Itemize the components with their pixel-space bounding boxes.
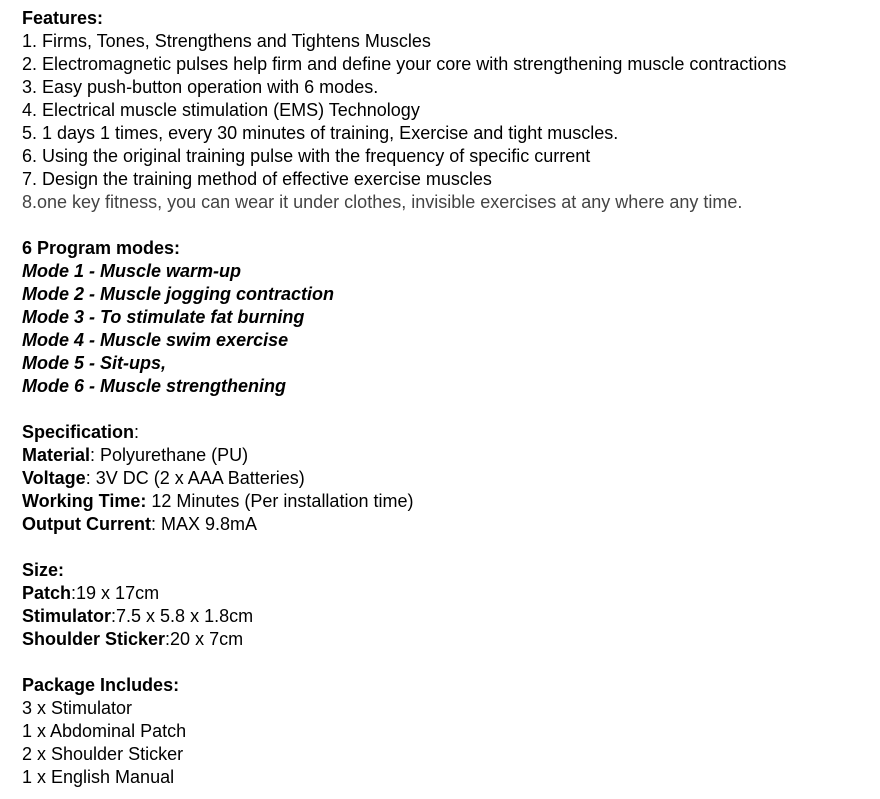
spec-label: Material	[22, 445, 91, 465]
size-value: :7.5 x 5.8 x 1.8cm	[111, 606, 254, 626]
size-shoulder-sticker	[22, 628, 878, 651]
spec-voltage	[22, 467, 878, 490]
package-item: 1 x English Manual	[22, 767, 175, 787]
specification-heading-line	[22, 421, 878, 444]
size-patch	[22, 582, 878, 605]
package-item: 1 x Abdominal Patch	[22, 721, 187, 741]
size-label: Shoulder Sticker	[22, 629, 166, 649]
spec-value: 12 Minutes (Per installation time)	[146, 491, 414, 511]
size-label: Stimulator	[22, 606, 112, 626]
spec-working-time	[22, 490, 878, 513]
spec-output-current	[22, 513, 878, 536]
feature-item: 8.one key fitness, you can wear it under clothes, invisible exercises at any where any time.	[22, 192, 743, 212]
spacer	[22, 398, 878, 421]
feature-item: 4. Electrical muscle stimulation (EMS) Technology	[22, 100, 420, 120]
spec-label: Voltage	[22, 468, 86, 488]
feature-item: 7. Design the training method of effective exercise muscles	[22, 169, 492, 189]
mode-item: Mode 5 - Sit-ups,	[22, 353, 166, 373]
mode-item: Mode 1 - Muscle warm-up	[22, 261, 242, 281]
spec-value: : MAX 9.8mA	[150, 514, 258, 534]
size-heading: Size:	[22, 560, 65, 580]
feature-item: 6. Using the original training pulse with the frequency of specific current	[22, 146, 591, 166]
product-description	[22, 7, 878, 789]
specification-heading-suffix: :	[134, 422, 140, 442]
specification-heading: Specification	[22, 422, 135, 442]
size-stimulator	[22, 605, 878, 628]
spec-value: : 3V DC (2 x AAA Batteries)	[85, 468, 305, 488]
features-heading: Features:	[22, 8, 104, 28]
mode-item: Mode 2 - Muscle jogging contraction	[22, 284, 335, 304]
mode-item: Mode 6 - Muscle strengthening	[22, 376, 287, 396]
spacer	[22, 651, 878, 674]
feature-item: 5. 1 days 1 times, every 30 minutes of training, Exercise and tight muscles.	[22, 123, 619, 143]
spacer	[22, 536, 878, 559]
mode-item: Mode 3 - To stimulate fat burning	[22, 307, 305, 327]
spec-material	[22, 444, 878, 467]
feature-item: 2. Electromagnetic pulses help firm and define your core with strengthening muscle contractions	[22, 54, 787, 74]
size-value: :20 x 7cm	[165, 629, 244, 649]
spec-label: Working Time:	[22, 491, 147, 511]
modes-heading: 6 Program modes:	[22, 238, 181, 258]
size-label: Patch	[22, 583, 72, 603]
spec-value: : Polyurethane (PU)	[90, 445, 249, 465]
feature-item: 1. Firms, Tones, Strengthens and Tightens Muscles	[22, 31, 431, 51]
feature-item: 3. Easy push-button operation with 6 modes.	[22, 77, 379, 97]
package-item: 3 x Stimulator	[22, 698, 133, 718]
size-value: :19 x 17cm	[71, 583, 160, 603]
package-heading: Package Includes:	[22, 675, 180, 695]
spec-label: Output Current	[22, 514, 151, 534]
mode-item: Mode 4 - Muscle swim exercise	[22, 330, 289, 350]
spacer	[22, 214, 878, 237]
package-item: 2 x Shoulder Sticker	[22, 744, 184, 764]
